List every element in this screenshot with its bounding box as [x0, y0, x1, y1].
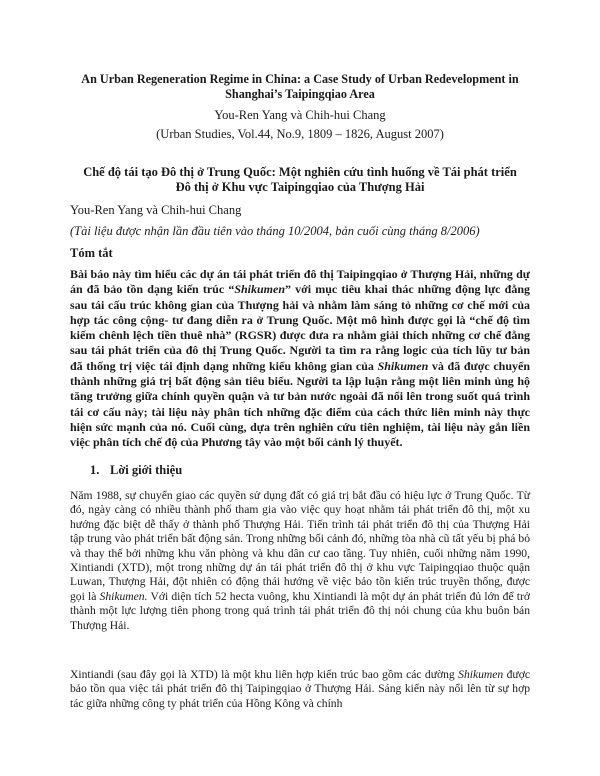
section-number: 1.	[90, 463, 100, 477]
intro-paragraph-2	[70, 668, 530, 711]
abstract-term-1: Shikumen	[234, 282, 286, 297]
intro-p1-text-2: Với diện tích 52 hecta vuông, khu Xintiandi là một dự án phát triển đủ lớn để trở thành một lực lượng tiên phong trong quá trình tái phát triển đô thị nói chung của khu buôn bán Thượng Hải.	[70, 589, 530, 632]
intro-p2-text-2: được bảo tồn qua việc tái phát triển đô thị Taipingqiao ở Thượng Hải. Sáng kiến này nổi lên từ sự hợp tác giữa những công ty phát triển của Hồng Kông và chính	[70, 668, 530, 710]
intro-p2-term: Shikumen	[458, 668, 504, 681]
vietnamese-title-line2: Đô thị ở Khu vực Taipingqiao của Thượng Hải	[175, 180, 425, 194]
abstract-body	[70, 267, 530, 451]
english-citation: (Urban Studies, Vol.44, No.9, 1809 – 1826, August 2007)	[156, 127, 444, 141]
section-title: Lời giới thiệu	[110, 463, 183, 477]
received-note: (Tài liệu được nhận lần đầu tiên vào tháng 10/2004, bản cuối cùng tháng 8/2006)	[70, 224, 480, 238]
section-heading	[90, 463, 182, 478]
intro-p2-text-1: Xintiandi (sau đây gọi là XTD) là một khu liên hợp kiến trúc bao gồm các dường	[70, 668, 459, 681]
intro-p1-text-1: Năm 1988, sự chuyển giao các quyền sử dụng đất có giá trị bắt đầu có hiệu lực ở Trung Quốc. Từ đó, ngày càng có nhiều thành phố tham gia vào việc quy hoạt nhằm tái phát triển đô thị, một xu hướng đặc biệt dễ thấy ở thành phố Thượng Hải. Tiến trình tái phát triển đô thị của Thượng Hải tập trung vào phát triển bất động sản. Trong những bối cảnh đó, những tòa nhà cũ tất yếu bị phá bỏ và thay thế bởi những khu văn phòng và khu dân cư cao tầng. Tuy nhiên, cuối những năm 1990, Xintiandi (XTD), một trong những dự án tái phát triển đô thị ở khu vực Taipingqiao thuộc quận Luwan, Thượng Hải, đột nhiên có động thái hướng về việc bảo tồn kiến trúc truyền thống, được gọi là	[70, 489, 530, 603]
abstract-text-2: ” với mục tiêu khai thác những động lực đằng sau tái cấu trúc không gian của Thượng hải và nhằm làm sáng tỏ những cơ chế mới của hợp tác công cộng- tư đang diễn ra ở Trung Quốc. Một mô hình được gọi là “chế độ tìm kiếm chênh lệch tiền thuê nhà” (RGSR) được đưa ra nhằm giải thích những cơ chế đằng sau tái phát triển của đô thị Trung Quốc. Người ta tìm ra rằng logic của tích lũy tư bản đã thống trị việc tái định dạng những kiểu không gian của	[70, 282, 530, 373]
english-authors: You-Ren Yang và Chih-hui Chang	[214, 108, 386, 122]
vietnamese-title-line1: Chế độ tái tạo Đô thị ở Trung Quốc: Một nghiên cứu tình huống về Tái phát triển	[83, 165, 517, 179]
abstract-text-1: Bài báo này tìm hiểu các dự án tái phát triển đô thị Taipingqiao ở Thượng Hải, những dự án đã bảo tồn dạng kiến trúc “	[70, 267, 530, 297]
intro-paragraph-1	[70, 489, 530, 633]
abstract-heading: Tóm tắt	[70, 246, 113, 260]
abstract-text-3: và đã được chuyển thành những giá trị bất động sản tiêu biểu. Người ta lập luận rằng một liên minh ủng hộ tăng trưởng giữa chính quyền quận và tư bản nước ngoài đã nổi lên trong suốt quá trình tái cơ cấu này; tài liệu này phân tích những đặc điểm của cách thức liên minh này thực hiện sức mạnh của nó. Cuối cùng, dựa trên nghiên cứu tiên nghiệm, tài liệu này gắn liền việc phân tích chế độ của Phương tây vào một bối cảnh lý thuyết.	[70, 358, 530, 450]
english-title-line1: An Urban Regeneration Regime in China: a Case Study of Urban Redevelopment in	[81, 72, 519, 86]
abstract-term-2: Shikumen	[377, 358, 429, 373]
vietnamese-title	[80, 165, 520, 195]
english-title-line2: Shanghai’s Taipingqiao Area	[225, 87, 375, 101]
intro-p1-term: Shikumen.	[99, 589, 148, 603]
english-title	[60, 72, 540, 102]
vietnamese-authors: You-Ren Yang và Chih-hui Chang	[70, 203, 242, 217]
